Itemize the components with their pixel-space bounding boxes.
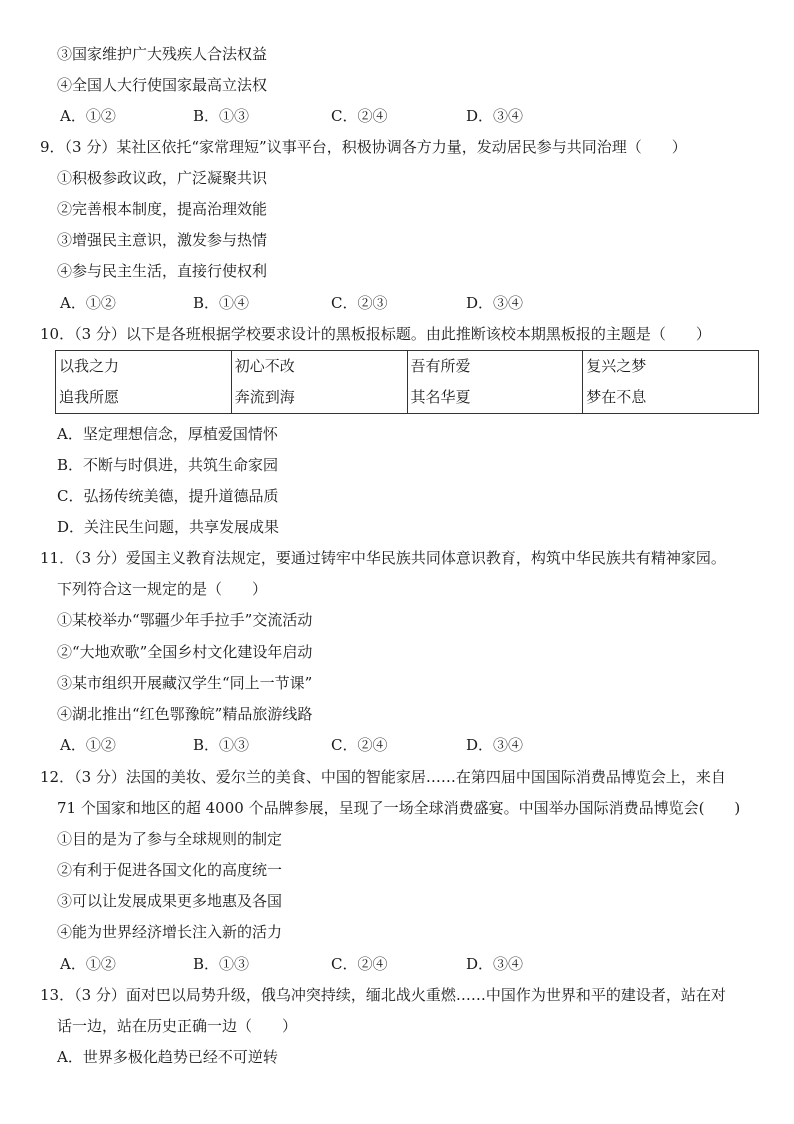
- q12-option-b: B．①③: [193, 955, 250, 973]
- table-cell: [407, 351, 583, 414]
- q9-option-c: C．②③: [331, 294, 388, 312]
- q11-item-1: ①某校举办“鄂疆少年手拉手”交流活动: [57, 611, 313, 629]
- table-row: [56, 351, 759, 414]
- q10-title-table: [55, 350, 759, 414]
- q8-option-b: B．①③: [193, 107, 250, 125]
- q13-option-a: A．世界多极化趋势已经不可逆转: [57, 1048, 278, 1066]
- table-cell: [583, 351, 759, 414]
- q11-stem-line-2: 下列符合这一规定的是（ ）: [57, 580, 268, 598]
- q12-option-a: A．①②: [60, 955, 116, 973]
- q11-option-c: C．②④: [331, 736, 388, 754]
- q9-item-2: ②完善根本制度，提高治理效能: [57, 200, 268, 218]
- q9-item-4: ④参与民主生活，直接行使权利: [57, 262, 268, 280]
- q10-option-a: A．坚定理想信念，厚植爱国情怀: [57, 425, 278, 443]
- q8-option-d: D．③④: [466, 107, 524, 125]
- q9-option-d: D．③④: [466, 294, 524, 312]
- cell-line: 追我所愿: [59, 388, 120, 406]
- q9-stem: 9．（3 分）某社区依托“家常理短”议事平台，积极协调各方力量，发动居民参与共同治理（ ）: [40, 138, 687, 156]
- q10-option-b: B．不断与时俱进，共筑生命家园: [57, 456, 279, 474]
- q10-option-d: D．关注民生问题，共享发展成果: [57, 518, 280, 536]
- q12-stem-line-2: 71 个国家和地区的超 4000 个品牌参展，呈现了一场全球消费盛宴。中国举办国际消费品博览会( ): [57, 799, 741, 817]
- q11-option-a: A．①②: [60, 736, 116, 754]
- cell-line: 梦在不息: [586, 388, 647, 406]
- cell-line: 奔流到海: [234, 388, 295, 406]
- q9-option-a: A．①②: [60, 294, 116, 312]
- q12-option-c: C．②④: [331, 955, 388, 973]
- q12-item-4: ④能为世界经济增长注入新的活力: [57, 923, 283, 941]
- q11-option-d: D．③④: [466, 736, 524, 754]
- q11-option-b: B．①③: [193, 736, 250, 754]
- q13-stem-line-2: 话一边，站在历史正确一边（ ）: [57, 1017, 298, 1035]
- q9-item-1: ①积极参政议政，广泛凝聚共识: [57, 169, 268, 187]
- q12-stem-line-1: 12．（3 分）法国的美妆、爱尔兰的美食、中国的智能家居……在第四届中国国际消费品博览会上，来自: [40, 768, 726, 786]
- q10-stem: 10．（3 分）以下是各班根据学校要求设计的黑板报标题。由此推断该校本期黑板报的主题是（ ）: [40, 325, 711, 343]
- cell-line: 以我之力: [59, 357, 120, 375]
- cell-line: 初心不改: [234, 357, 295, 375]
- q11-item-3: ③某市组织开展藏汉学生“同上一节课”: [57, 674, 313, 692]
- q8-option-a: A．①②: [60, 107, 116, 125]
- q13-stem-line-1: 13．（3 分）面对巴以局势升级，俄乌冲突持续，缅北战火重燃……中国作为世界和平的建设者，站在对: [40, 986, 726, 1004]
- table-cell: [231, 351, 407, 414]
- q12-item-3: ③可以让发展成果更多地惠及各国: [57, 892, 283, 910]
- q10-option-c: C．弘扬传统美德，提升道德品质: [57, 487, 279, 505]
- q11-item-4: ④湖北推出“红色鄂豫皖”精品旅游线路: [57, 705, 313, 723]
- q8-item-4: ④全国人大行使国家最高立法权: [57, 76, 268, 94]
- cell-line: 复兴之梦: [586, 357, 647, 375]
- q11-item-2: ②“大地欢歌”全国乡村文化建设年启动: [57, 643, 313, 661]
- q9-option-b: B．①④: [193, 294, 250, 312]
- table-cell: [56, 351, 232, 414]
- q12-item-2: ②有利于促进各国文化的高度统一: [57, 861, 283, 879]
- q8-item-3: ③国家维护广大残疾人合法权益: [57, 45, 268, 63]
- cell-line: 其名华夏: [410, 388, 471, 406]
- q8-option-c: C．②④: [331, 107, 388, 125]
- q11-stem-line-1: 11．（3 分）爱国主义教育法规定，要通过铸牢中华民族共同体意识教育，构筑中华民族共有精神家园。: [40, 549, 726, 567]
- q12-item-1: ①目的是为了参与全球规则的制定: [57, 830, 283, 848]
- q12-option-d: D．③④: [466, 955, 524, 973]
- q9-item-3: ③增强民主意识，激发参与热情: [57, 231, 268, 249]
- cell-line: 吾有所爱: [410, 357, 471, 375]
